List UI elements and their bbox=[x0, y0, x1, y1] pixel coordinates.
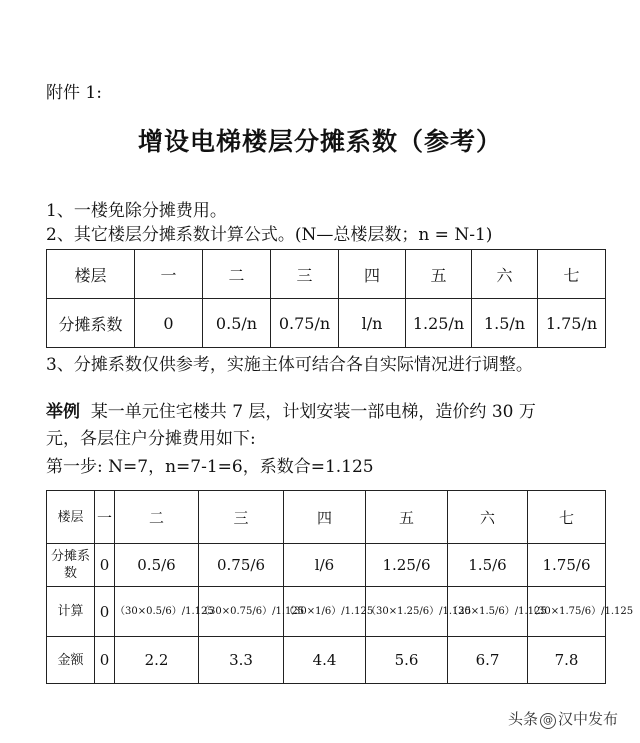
table-cell: 二 bbox=[203, 250, 271, 299]
table-cell: 0 bbox=[95, 544, 115, 587]
watermark-prefix: 头条 bbox=[507, 710, 538, 728]
table-cell: 七 bbox=[538, 250, 606, 299]
table-cell: 四 bbox=[339, 250, 406, 299]
attachment-label: 附件 1: bbox=[46, 83, 102, 103]
watermark-name: 汉中发布 bbox=[557, 710, 618, 728]
rule-1: 1、一楼免除分摊费用。 bbox=[46, 201, 227, 221]
table-cell: 四 bbox=[284, 491, 366, 544]
table-cell: 七 bbox=[528, 491, 606, 544]
table-cell: 3.3 bbox=[199, 637, 284, 684]
at-icon: @ bbox=[540, 713, 556, 729]
table-cell: 三 bbox=[271, 250, 339, 299]
page-title: 增设电梯楼层分摊系数（参考） bbox=[137, 127, 502, 156]
coef-header: 分摊系数 bbox=[47, 299, 135, 348]
table-cell: 7.8 bbox=[528, 637, 606, 684]
table-cell: （30×1.5/6）/1.125 bbox=[448, 587, 528, 637]
table-cell: 二 bbox=[115, 491, 199, 544]
table-cell: l/6 bbox=[284, 544, 366, 587]
table-cell: 0.75/n bbox=[271, 299, 339, 348]
table-cell: 0 bbox=[95, 587, 115, 637]
table-cell: （30×1/6）/1.125 bbox=[284, 587, 366, 637]
table-row bbox=[47, 299, 606, 348]
table-row bbox=[47, 491, 606, 544]
example-line-2: 元，各层住户分摊费用如下: bbox=[46, 429, 256, 449]
table-cell: 五 bbox=[406, 250, 472, 299]
table-cell: 1.75/n bbox=[538, 299, 606, 348]
table-cell: 4.4 bbox=[284, 637, 366, 684]
table-cell: （30×0.75/6）/1.125 bbox=[199, 587, 284, 637]
table-cell: 1.5/6 bbox=[448, 544, 528, 587]
table-cell: （30×1.75/6）/1.125 bbox=[528, 587, 606, 637]
table-cell: 2.2 bbox=[115, 637, 199, 684]
table-row bbox=[47, 637, 606, 684]
table-row bbox=[47, 544, 606, 587]
table-cell: l/n bbox=[339, 299, 406, 348]
table-cell: 6.7 bbox=[448, 637, 528, 684]
coefficient-table bbox=[46, 249, 606, 348]
table-cell: 1.75/6 bbox=[528, 544, 606, 587]
table-cell: 一 bbox=[135, 250, 203, 299]
table-cell: 0 bbox=[95, 637, 115, 684]
example-line-1 bbox=[46, 400, 536, 424]
amount-header: 金额 bbox=[47, 637, 95, 684]
table-cell: 五 bbox=[366, 491, 448, 544]
example-text: 某一单元住宅楼共 7 层，计划安装一部电梯，造价约 30 万 bbox=[90, 402, 536, 422]
step-1: 第一步: N=7，n=7-1=6，系数合=1.125 bbox=[46, 457, 374, 477]
table-cell: 六 bbox=[472, 250, 538, 299]
table-cell: 5.6 bbox=[366, 637, 448, 684]
calc-header: 计算 bbox=[47, 587, 95, 637]
rule-3: 3、分摊系数仅供参考，实施主体可结合各自实际情况进行调整。 bbox=[46, 355, 533, 375]
example-label: 举例 bbox=[46, 402, 80, 422]
table-cell: 0.5/6 bbox=[115, 544, 199, 587]
table-cell: 三 bbox=[199, 491, 284, 544]
table-cell: 1.5/n bbox=[472, 299, 538, 348]
table-cell: 0 bbox=[135, 299, 203, 348]
coef-header: 分摊系数 bbox=[47, 544, 95, 587]
table-cell: （30×0.5/6）/1.125 bbox=[115, 587, 199, 637]
cost-table bbox=[46, 490, 634, 684]
table-cell: 1.25/n bbox=[406, 299, 472, 348]
table-row bbox=[47, 250, 606, 299]
table-cell: 1.25/6 bbox=[366, 544, 448, 587]
rule-2: 2、其它楼层分摊系数计算公式。(N—总楼层数；n = N-1) bbox=[46, 225, 493, 245]
floor-header: 楼层 bbox=[47, 491, 95, 544]
table-cell: 0.75/6 bbox=[199, 544, 284, 587]
table-cell: 0.5/n bbox=[203, 299, 271, 348]
table-cell: 一 bbox=[95, 491, 115, 544]
table-row bbox=[47, 587, 606, 637]
table-cell: 六 bbox=[448, 491, 528, 544]
table-cell: （30×1.25/6）/1.125 bbox=[366, 587, 448, 637]
source-watermark bbox=[508, 708, 618, 729]
floor-header: 楼层 bbox=[47, 250, 135, 299]
